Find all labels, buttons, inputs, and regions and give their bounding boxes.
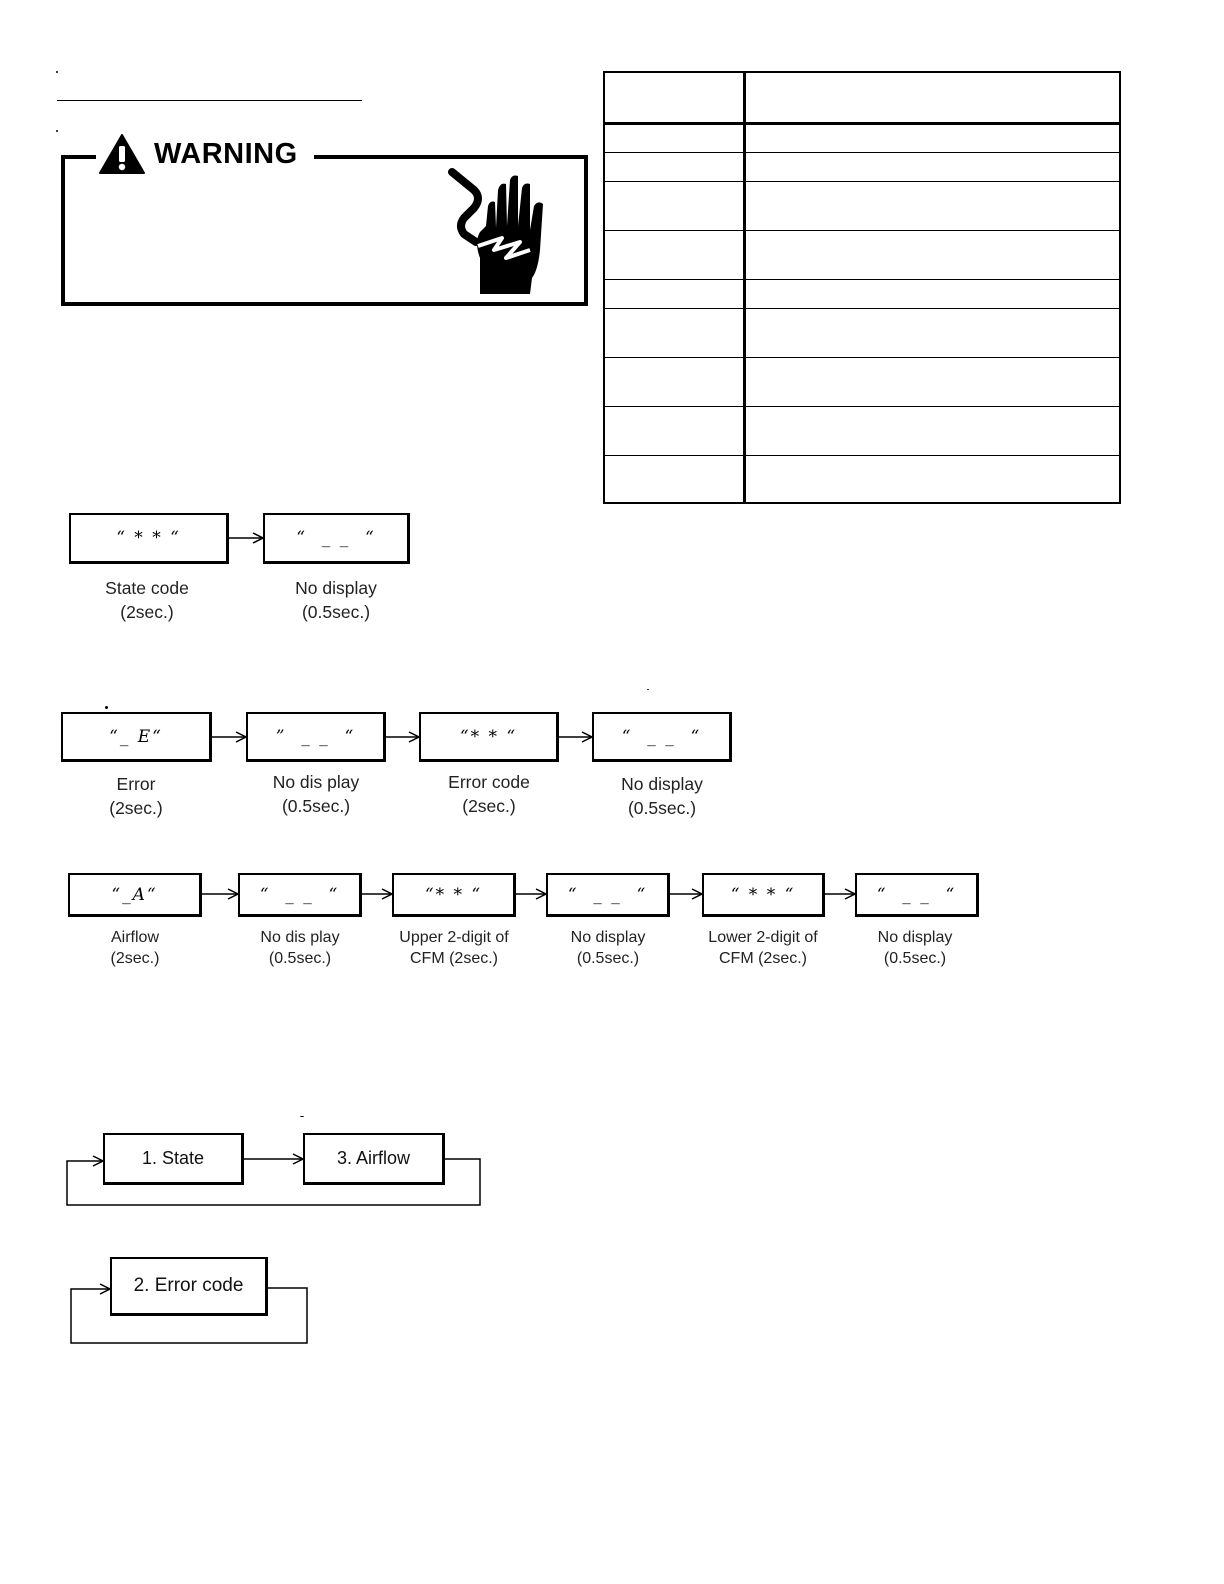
warning-header [96, 131, 314, 177]
table-cell [745, 152, 1121, 181]
code-table [603, 71, 1121, 504]
upper-cfm-caption: Upper 2-digit of CFM (2sec.) [399, 929, 509, 967]
table-cell [745, 230, 1121, 279]
upper-cfm-display: “* * “ [392, 873, 516, 917]
table-cell [604, 406, 745, 455]
table-cell [745, 357, 1121, 406]
table-cell [604, 455, 745, 503]
no-display-caption: No display (0.5sec.) [621, 774, 703, 818]
stray-mark [300, 1116, 304, 1117]
table-cell [745, 181, 1121, 230]
state-code-caption: State code (2sec.) [105, 578, 189, 622]
no-display-caption: No display (0.5sec.) [877, 929, 953, 967]
stray-mark [56, 130, 58, 132]
warning-triangle-icon [98, 133, 146, 175]
table-cell [604, 123, 745, 152]
table-cell [604, 152, 745, 181]
no-display-display: “ _ _ “ [855, 873, 979, 917]
error-code-display: “* * “ [419, 712, 559, 762]
stray-mark [56, 71, 58, 73]
table-cell [604, 230, 745, 279]
no-display-caption: No dis play (0.5sec.) [260, 929, 340, 967]
table-header-cell [745, 72, 1121, 123]
table-cell [604, 181, 745, 230]
table-cell [604, 357, 745, 406]
airflow-caption: Airflow (2sec.) [110, 929, 160, 967]
lower-cfm-display: “ * * “ [702, 873, 825, 917]
state-mode-box: 1. State [103, 1133, 244, 1185]
warning-title: WARNING [154, 137, 298, 170]
table-cell [745, 279, 1121, 308]
error-display: “_ E“ [61, 712, 212, 762]
error-code-caption: Error code (2sec.) [448, 772, 530, 816]
no-display-caption: No dis play (0.5sec.) [272, 772, 360, 816]
state-code-display: “ * * “ [69, 513, 229, 564]
airflow-display: “_A“ [68, 873, 202, 917]
stray-mark [105, 706, 108, 709]
stray-mark [647, 689, 649, 690]
airflow-mode-box: 3. Airflow [303, 1133, 445, 1185]
error-code-mode-box: 2. Error code [110, 1257, 268, 1316]
table-cell [745, 308, 1121, 357]
no-display-display: “ _ _ “ [592, 712, 732, 762]
no-display-display: “ _ _ “ [263, 513, 410, 564]
no-display-display: ” _ _ “ [246, 712, 386, 762]
table-cell [745, 123, 1121, 152]
lower-cfm-caption: Lower 2-digit of CFM (2sec.) [708, 929, 818, 967]
table-cell [604, 308, 745, 357]
no-display-display: “ _ _ “ [546, 873, 670, 917]
no-display-caption: No display (0.5sec.) [295, 578, 377, 622]
no-display-display: “ _ _ “ [238, 873, 362, 917]
no-display-caption: No display (0.5sec.) [570, 929, 646, 967]
table-cell [604, 279, 745, 308]
table-header-cell [604, 72, 745, 123]
electric-shock-hand-icon [444, 166, 554, 296]
table-cell [745, 455, 1121, 503]
heading-underline [57, 100, 362, 101]
error-caption: Error (2sec.) [109, 774, 163, 818]
table-cell [745, 406, 1121, 455]
